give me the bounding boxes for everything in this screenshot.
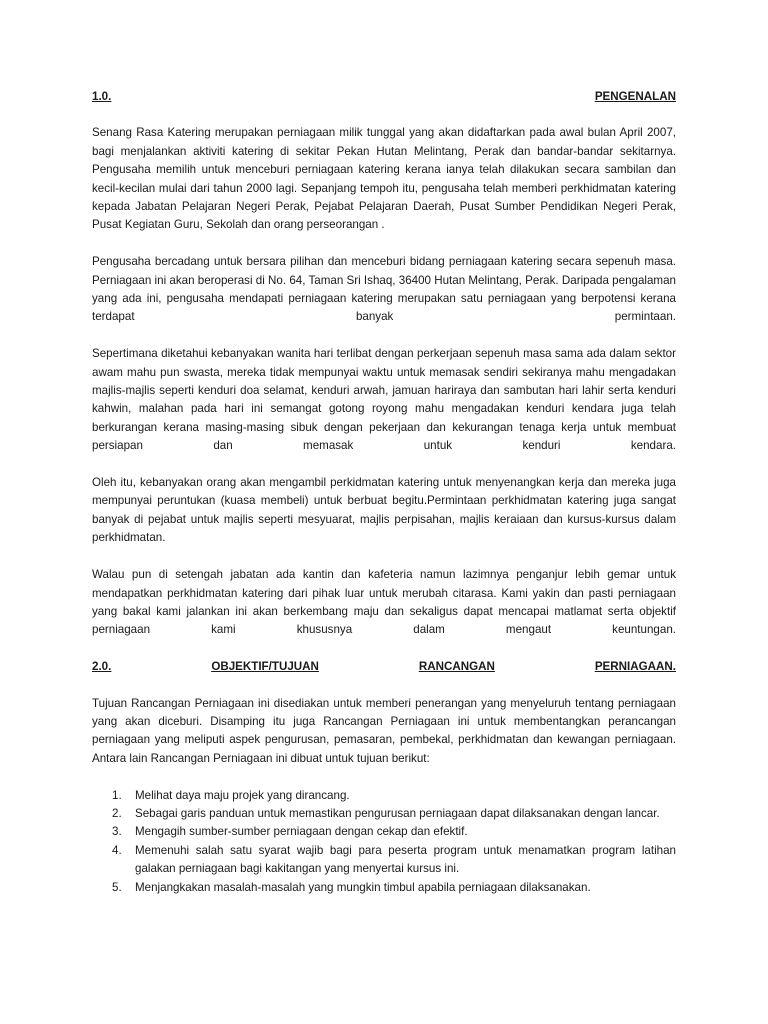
section-1-paragraph: Walau pun di setengah jabatan ada kantin dan kafeteria namun lazimnya penganjur lebih gemar untuk mendapatkan perkhidmatan katering dari pihak luar untuk merubah citarasa. Kami yakin dan pasti perniagaan yang bakal kami jalankan ini akan berkembang maju dan sekaligus dapat mencapai matlamat serta objektif perniagaan kami khususnya dalam mengaut keuntungan. — [92, 568, 676, 637]
section-1-number: 1.0. — [92, 90, 112, 103]
objectives-list — [92, 787, 676, 897]
list-item-text: Menjangkakan masalah-masalah yang mungkin timbul apabila perniagaan dilaksanakan. — [135, 880, 591, 894]
section-1-paragraph: Oleh itu, kebanyakan orang akan mengambil perkidmatan katering untuk menyenangkan kerja dan mereka juga mempunyai peruntukan (kuasa membeli) untuk berbuat begitu.Permintaan perkhidmatan katering juga sangat banyak di pejabat untuk majlis seperti mesyuarat, majlis perpisahan, majlis keraiaan dan kursus-kursus dalam perkhidmatan. — [92, 476, 676, 545]
section-2-heading-word: 2.0. — [92, 660, 112, 674]
list-item — [92, 823, 676, 841]
list-item — [92, 879, 676, 897]
section-1-heading — [92, 88, 676, 106]
list-item-number: 5. — [112, 880, 122, 894]
list-item-number: 4. — [112, 843, 122, 857]
section-1-paragraph: Pengusaha bercadang untuk bersara pilihan dan menceburi bidang perniagaan katering secara sepenuh masa. Perniagaan ini akan beroperasi di No. 64, Taman Sri Ishaq, 36400 Hutan Melintang, Perak. Daripada pengalaman yang ada ini, pengusaha mendapati perniagaan katering merupakan satu perniagaan yang berpotensi kerana terdapat banyak permintaan. — [92, 255, 676, 324]
section-2-heading-word: OBJEKTIF/TUJUAN — [211, 660, 319, 674]
list-item — [92, 787, 676, 805]
section-1-paragraph: Senang Rasa Katering merupakan perniagaan milik tunggal yang akan didaftarkan pada awal bulan April 2007, bagi menjalankan aktiviti katering di sekitar Pekan Hutan Melintang, Perak dan bandar-bandar sekitarnya. Pengusaha memilih untuk menceburi perniagaan katering kerana ianya telah dilakukan secara sambilan dan kecil-kecilan mulai dari tahun 2000 lagi. Sepanjang tempoh itu, pengusaha telah memberi perkhidmatan katering kepada Jabatan Pelajaran Negeri Perak, Pejabat Pelajaran Daerah, Pusat Sumber Pendidikan Negeri Perak, Pusat Kegiatan Guru, Sekolah dan orang perseorangan . — [92, 126, 676, 232]
section-2-heading — [92, 658, 676, 676]
list-item-number: 2. — [112, 806, 122, 820]
list-item — [92, 842, 676, 879]
list-item-number: 3. — [112, 825, 122, 839]
section-2-heading-word: PERNIAGAAN. — [594, 660, 676, 674]
section-2-intro: Tujuan Rancangan Perniagaan ini disediakan untuk memberi penerangan yang menyeluruh tentang perniagaan yang akan diceburi. Disamping itu juga Rancangan Perniagaan ini untuk membentangkan perancangan perniagaan yang meliputi aspek pengurusan, pemasaran, pembekal, perkhidmatan dan kewangan perniagaan. Antara lain Rancangan Perniagaan ini dibuat untuk tujuan berikut: — [92, 696, 676, 765]
list-item — [92, 805, 676, 823]
section-1-paragraph: Sepertimana diketahui kebanyakan wanita hari terlibat dengan perkerjaan sepenuh masa sama ada dalam sektor awam mahu pun swasta, mereka tidak mempunyai waktu untuk memasak sendiri sekiranya mahu mengadakan majlis-majlis seperti kenduri doa selamat, kenduri arwah, jamuan hariraya dan sambutan hari lahir serta kenduri kahwin, malahan pada hari ini semangat gotong royong mahu mengadakan kenduri kendara juga telah berkurangan kerana masing-masing sibuk dengan pekerjaan dan kekurangan tenaga kerja untuk membuat persiapan dan memasak untuk kenduri kendara. — [92, 347, 676, 453]
section-2-heading-word: RANCANGAN — [418, 660, 495, 674]
list-item-number: 1. — [112, 788, 122, 802]
section-1-title: PENGENALAN — [594, 90, 676, 103]
list-item-text: Memenuhi salah satu syarat wajib bagi para peserta program untuk menamatkan program latihan galakan perniagaan bagi kakitangan yang menyertai kursus ini. — [135, 843, 676, 876]
list-item-text: Melihat daya maju projek yang dirancang. — [135, 788, 350, 802]
list-item-text: Mengagih sumber-sumber perniagaan dengan cekap dan efektif. — [135, 825, 468, 839]
list-item-text: Sebagai garis panduan untuk memastikan pengurusan perniagaan dapat dilaksanakan dengan lancar. — [135, 806, 660, 820]
